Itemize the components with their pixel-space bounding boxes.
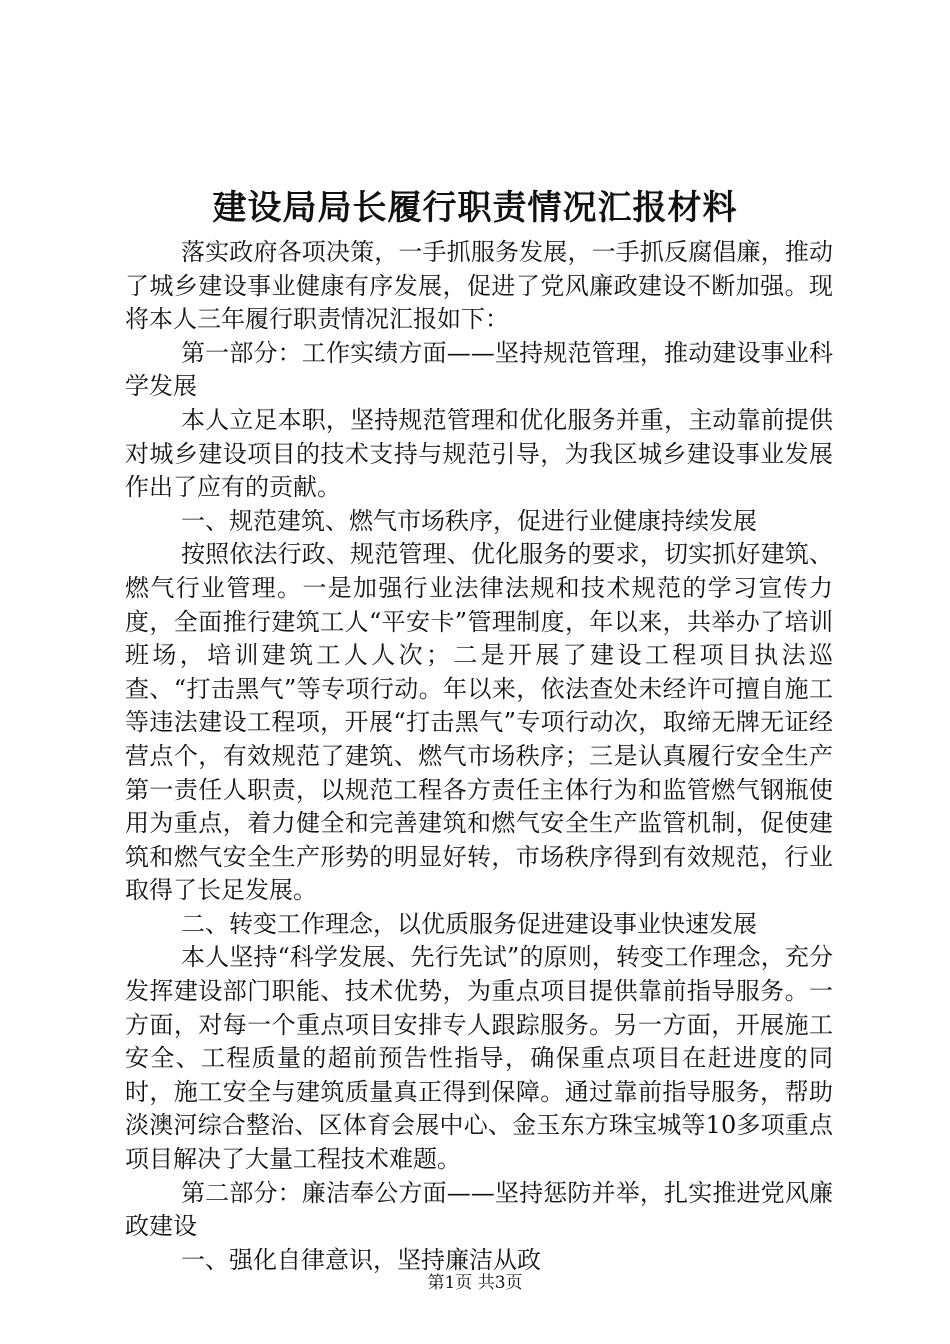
page-number-footer: 第1页 共3页 (427, 1273, 523, 1293)
heading-part-two-section-one: 一、强化自律意识，坚持廉洁从政 (181, 1245, 541, 1274)
heading-part-one: 第一部分：工作实绩方面——坚持规范管理，推动建设事业科学发展 (125, 338, 833, 401)
document-title: 建设局局长履行职责情况汇报材料 (212, 188, 738, 228)
heading-section-one: 一、规范建筑、燃气市场秩序，促进行业健康持续发展 (181, 506, 757, 535)
paragraph-intro: 落实政府各项决策，一手抓服务发展，一手抓反腐倡廉，推动了城乡建设事业健康有序发展，促进了党风廉政建设不断加强。现将本人三年履行职责情况汇报如下： (125, 238, 833, 334)
paragraph-section-one: 按照依法行政、规范管理、优化服务的要求，切实抓好建筑、燃气行业管理。一是加强行业法律法规和技术规范的学习宣传力度，全面推行建筑工人“平安卡”管理制度，年以来，共举办了培训班场，培训建筑工人人次；二是开展了建设工程项目执法巡查、“打击黑气”等专项行动。年以来，依法查处未经许可擅自施工等违法建设工程项，开展“打击黑气”专项行动次，取缔无牌无证经营点个，有效规范了建筑、燃气市场秩序；三是认真履行安全生产第一责任人职责，以规范工程各方责任主体行为和监管燃气钢瓶使用为重点，着力健全和完善建筑和燃气安全生产监管机制，促使建筑和燃气安全生产形势的明显好转，市场秩序得到有效规范，行业取得了长足发展。 (125, 540, 833, 905)
heading-section-two: 二、转变工作理念，以优质服务促进建设事业快速发展 (181, 909, 757, 938)
document-body (125, 236, 833, 1277)
paragraph-part-one-summary: 本人立足本职，坚持规范管理和优化服务并重，主动靠前提供对城乡建设项目的技术支持与规范引导，为我区城乡建设事业发展作出了应有的贡献。 (125, 405, 833, 502)
paragraph-section-two: 本人坚持“科学发展、先行先试”的原则，转变工作理念，充分发挥建设部门职能、技术优势，为重点项目提供靠前指导服务。一方面，对每一个重点项目安排专人跟踪服务。另一方面，开展施工安全、工程质量的超前预告性指导，确保重点项目在赶进度的同时，施工安全与建筑质量真正得到保障。通过靠前指导服务，帮助淡澳河综合整治、区体育会展中心、金玉东方珠宝城等10多项重点项目解决了大量工程技术难题。 (125, 943, 833, 1174)
heading-part-two: 第二部分：廉洁奉公方面——坚持惩防并举，扎实推进党风廉政建设 (125, 1178, 833, 1241)
